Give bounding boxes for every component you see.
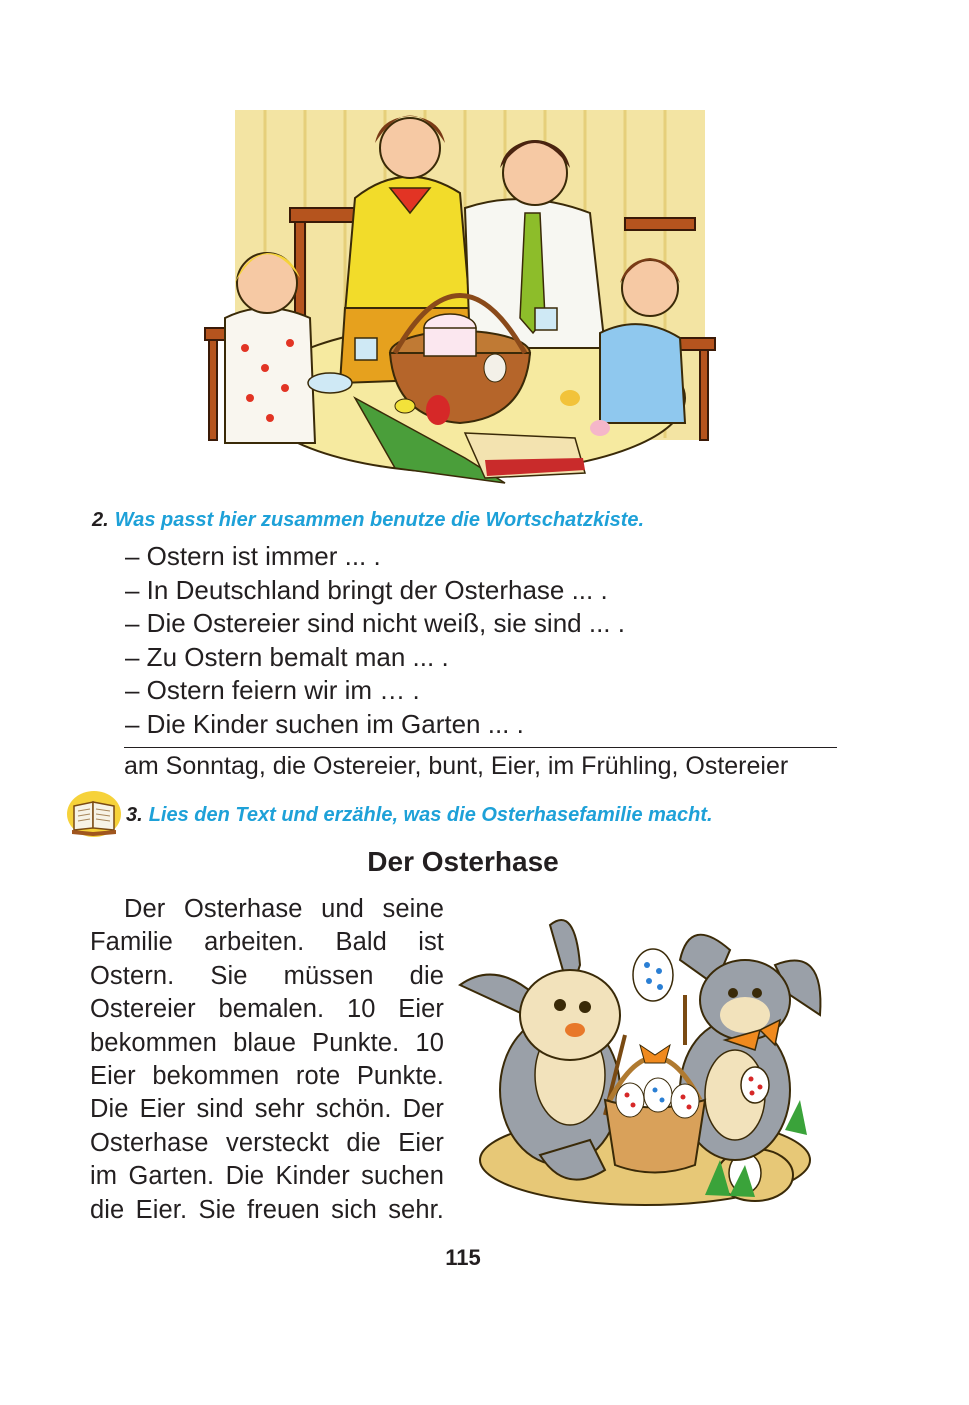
sentence-list	[125, 540, 845, 742]
task-2-instruction: Was passt hier zusammen benutze die Wortschatzkiste.	[114, 509, 645, 531]
task-2-heading	[92, 509, 644, 532]
sentence-item: – Die Ostereier sind nicht weiß, sie sind ... .	[125, 608, 625, 639]
task-3-instruction: Lies den Text und erzähle, was die Osterhasefamilie macht.	[148, 804, 713, 826]
easter-bunnies-illustration	[455, 905, 840, 1215]
story-text: Der Osterhase und seine Familie arbeiten. Bald ist Ostern. Sie müssen die Ostereier bemalen. 10 Eier bekommen blaue Punkte. 10 Eier bekommen rote Punkte. Die Eier sind sehr schön. Der Osterhase versteckt die Eier im Garten. Die Kinder suchen die Eier. Sie freuen sich sehr.	[90, 895, 444, 1224]
book-icon	[66, 790, 122, 838]
divider	[124, 747, 837, 748]
story-title: Der Osterhase	[367, 846, 559, 877]
task-3-number: 3.	[126, 804, 143, 826]
task-2-number: 2.	[92, 509, 109, 531]
page-number: 115	[445, 1245, 481, 1270]
word-box: am Sonntag, die Ostereier, bunt, Eier, im Frühling, Ostereier	[124, 752, 789, 780]
sentence-item: – Ostern feiern wir im … .	[125, 675, 420, 706]
easter-family-illustration	[195, 98, 735, 490]
sentence-item: – In Deutschland bringt der Osterhase ... .	[125, 574, 608, 605]
sentence-item: – Die Kinder suchen im Garten ... .	[125, 708, 524, 739]
sentence-item: – Zu Ostern bemalt man ... .	[125, 641, 449, 672]
sentence-item: – Ostern ist immer ... .	[125, 541, 381, 571]
task-3-heading	[126, 804, 713, 827]
